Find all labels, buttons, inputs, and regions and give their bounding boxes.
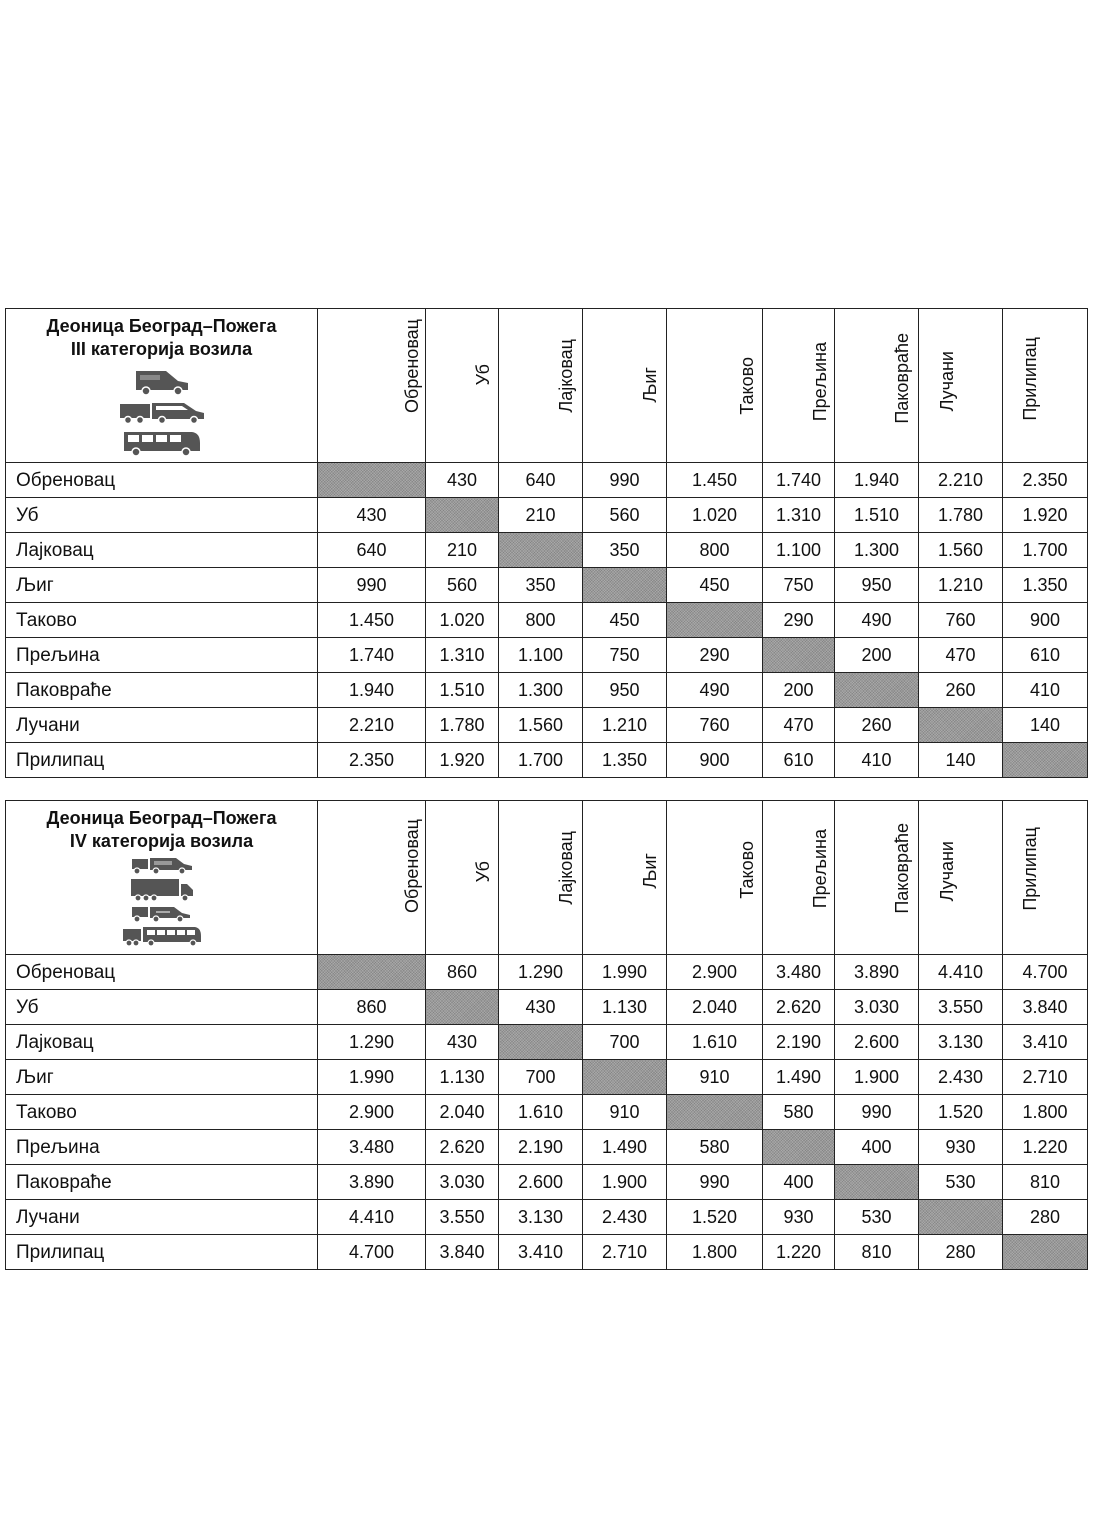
toll-price-cell: 530 (835, 1200, 919, 1235)
toll-price-cell: 280 (919, 1235, 1003, 1270)
minibus-icon (122, 429, 202, 457)
row-label: Уб (6, 990, 318, 1025)
toll-price-cell: 3.550 (426, 1200, 499, 1235)
table-title-route: Деоница Београд–Пожега (46, 316, 277, 336)
toll-price-cell: 2.900 (667, 955, 763, 990)
diagonal-empty-cell (1003, 1235, 1088, 1270)
diagonal-empty-cell (667, 603, 763, 638)
toll-price-cell: 1.900 (835, 1060, 919, 1095)
toll-price-cell: 1.780 (426, 708, 499, 743)
table-row (6, 708, 1088, 743)
toll-price-cell: 3.480 (318, 1130, 426, 1165)
table-row (6, 568, 1088, 603)
toll-price-cell: 490 (835, 603, 919, 638)
toll-price-cell: 760 (667, 708, 763, 743)
toll-price-cell: 700 (499, 1060, 583, 1095)
toll-price-cell: 1.740 (763, 463, 835, 498)
toll-price-cell: 450 (583, 603, 667, 638)
toll-price-cell: 430 (499, 990, 583, 1025)
toll-price-cell: 290 (763, 603, 835, 638)
toll-price-cell: 4.410 (318, 1200, 426, 1235)
row-label: Прилипац (6, 743, 318, 778)
toll-price-cell: 1.350 (1003, 568, 1088, 603)
toll-price-cell: 3.030 (426, 1165, 499, 1200)
toll-price-cell: 800 (499, 603, 583, 638)
toll-price-cell: 1.350 (583, 743, 667, 778)
toll-price-cell: 3.840 (426, 1235, 499, 1270)
row-label: Таково (6, 603, 318, 638)
diagonal-empty-cell (583, 1060, 667, 1095)
toll-price-cell: 1.520 (919, 1095, 1003, 1130)
toll-price-cell: 1.510 (426, 673, 499, 708)
toll-price-cell: 210 (499, 498, 583, 533)
toll-price-cell: 2.350 (318, 743, 426, 778)
diagonal-empty-cell (667, 1095, 763, 1130)
toll-price-cell: 1.450 (318, 603, 426, 638)
toll-price-cell: 610 (1003, 638, 1088, 673)
toll-price-cell: 1.700 (499, 743, 583, 778)
row-label: Љиг (6, 1060, 318, 1095)
toll-price-cell: 450 (667, 568, 763, 603)
table-title-category: III категорија возила (70, 339, 253, 359)
row-label: Лучани (6, 1200, 318, 1235)
diagonal-empty-cell (919, 1200, 1003, 1235)
toll-price-cell: 410 (1003, 673, 1088, 708)
diagonal-empty-cell (1003, 743, 1088, 778)
row-label: Лајковац (6, 533, 318, 568)
toll-price-cell: 990 (583, 463, 667, 498)
toll-price-cell: 290 (667, 638, 763, 673)
toll-price-cell: 200 (763, 673, 835, 708)
toll-price-cell: 3.890 (835, 955, 919, 990)
toll-price-cell: 800 (667, 533, 763, 568)
toll-price-cell: 560 (583, 498, 667, 533)
toll-price-cell: 1.210 (919, 568, 1003, 603)
toll-price-cell: 900 (1003, 603, 1088, 638)
toll-price-cell: 1.100 (499, 638, 583, 673)
toll-price-cell: 810 (835, 1235, 919, 1270)
row-label: Прилипац (6, 1235, 318, 1270)
toll-price-cell: 2.190 (763, 1025, 835, 1060)
toll-price-cell: 260 (835, 708, 919, 743)
toll-price-cell: 2.620 (763, 990, 835, 1025)
toll-price-cell: 490 (667, 673, 763, 708)
column-header-pakovrace: Паковраће (835, 309, 919, 463)
diagonal-empty-cell (835, 673, 919, 708)
toll-price-cell: 2.430 (919, 1060, 1003, 1095)
row-label: Љиг (6, 568, 318, 603)
toll-price-cell: 1.990 (583, 955, 667, 990)
toll-price-cell: 3.410 (499, 1235, 583, 1270)
toll-price-cell: 530 (919, 1165, 1003, 1200)
table-title-category: IV категорија возила (69, 831, 254, 851)
toll-price-cell: 900 (667, 743, 763, 778)
row-label: Прељина (6, 638, 318, 673)
truck-with-trailer-van-icon (130, 857, 194, 875)
toll-price-cell: 1.130 (583, 990, 667, 1025)
toll-price-cell: 210 (426, 533, 499, 568)
table-header (6, 801, 1088, 955)
toll-price-cell: 1.210 (583, 708, 667, 743)
table-title-route: Деоница Београд–Пожега (46, 808, 277, 828)
row-label: Лајковац (6, 1025, 318, 1060)
toll-price-cell: 1.510 (835, 498, 919, 533)
table-row (6, 1025, 1088, 1060)
toll-price-cell: 860 (426, 955, 499, 990)
toll-price-cell: 1.900 (583, 1165, 667, 1200)
row-label: Паковраће (6, 673, 318, 708)
table-row (6, 1095, 1088, 1130)
toll-price-cell: 2.620 (426, 1130, 499, 1165)
toll-price-cell: 1.310 (763, 498, 835, 533)
toll-price-cell: 930 (763, 1200, 835, 1235)
toll-price-cell: 1.520 (667, 1200, 763, 1235)
toll-price-cell: 1.560 (499, 708, 583, 743)
truck-with-trailer-small-icon (130, 905, 194, 923)
table-body (6, 955, 1088, 1270)
heavy-truck-icon (129, 878, 195, 902)
table-row (6, 533, 1088, 568)
table-title-cell (6, 801, 318, 955)
toll-price-cell: 2.710 (583, 1235, 667, 1270)
column-header-obrenovac: Обреновац (318, 801, 426, 955)
toll-price-cell: 3.130 (499, 1200, 583, 1235)
toll-price-cell: 1.780 (919, 498, 1003, 533)
toll-price-cell: 910 (667, 1060, 763, 1095)
toll-price-cell: 910 (583, 1095, 667, 1130)
row-label: Обреновац (6, 955, 318, 990)
toll-price-cell: 3.840 (1003, 990, 1088, 1025)
toll-price-cell: 470 (919, 638, 1003, 673)
table-row (6, 498, 1088, 533)
toll-price-cell: 350 (583, 533, 667, 568)
toll-price-cell: 990 (667, 1165, 763, 1200)
toll-price-cell: 1.310 (426, 638, 499, 673)
toll-price-cell: 2.210 (318, 708, 426, 743)
toll-price-cell: 1.940 (318, 673, 426, 708)
toll-price-cell: 610 (763, 743, 835, 778)
row-label: Таково (6, 1095, 318, 1130)
toll-price-cell: 1.450 (667, 463, 763, 498)
toll-price-cell: 430 (318, 498, 426, 533)
toll-price-cell: 990 (835, 1095, 919, 1130)
column-header-takovo: Таково (667, 801, 763, 955)
toll-price-cell: 1.020 (667, 498, 763, 533)
column-header-prilipac: Прилипац (1003, 309, 1088, 463)
column-header-preljina: Прељина (763, 801, 835, 955)
toll-price-cell: 4.700 (318, 1235, 426, 1270)
bus-with-trailer-icon (121, 926, 203, 948)
toll-price-cell: 750 (583, 638, 667, 673)
toll-price-cell: 1.940 (835, 463, 919, 498)
toll-price-cell: 2.430 (583, 1200, 667, 1235)
diagonal-empty-cell (919, 708, 1003, 743)
column-header-pakovrace: Паковраће (835, 801, 919, 955)
vehicle-icons (6, 369, 317, 457)
table-row (6, 673, 1088, 708)
toll-price-cell: 930 (919, 1130, 1003, 1165)
van-with-trailer-icon (118, 400, 206, 424)
column-header-prilipac: Прилипац (1003, 801, 1088, 955)
table-row (6, 1165, 1088, 1200)
toll-price-cell: 2.600 (835, 1025, 919, 1060)
table-row (6, 603, 1088, 638)
toll-price-cell: 140 (1003, 708, 1088, 743)
toll-price-cell: 2.210 (919, 463, 1003, 498)
column-header-lucani: Лучани (919, 309, 1003, 463)
toll-price-cell: 3.130 (919, 1025, 1003, 1060)
toll-price-cell: 1.560 (919, 533, 1003, 568)
toll-price-cell: 750 (763, 568, 835, 603)
toll-price-cell: 1.740 (318, 638, 426, 673)
diagonal-empty-cell (318, 463, 426, 498)
toll-price-cell: 260 (919, 673, 1003, 708)
column-header-lucani: Лучани (919, 801, 1003, 955)
toll-price-cell: 580 (667, 1130, 763, 1165)
table-title-cell (6, 309, 318, 463)
toll-price-cell: 3.550 (919, 990, 1003, 1025)
toll-price-cell: 860 (318, 990, 426, 1025)
toll-price-cell: 1.290 (499, 955, 583, 990)
toll-price-cell: 1.610 (667, 1025, 763, 1060)
toll-price-cell: 1.300 (835, 533, 919, 568)
toll-price-cell: 470 (763, 708, 835, 743)
toll-price-cell: 2.040 (667, 990, 763, 1025)
toll-price-cell: 1.610 (499, 1095, 583, 1130)
table-row (6, 743, 1088, 778)
toll-price-cell: 700 (583, 1025, 667, 1060)
table-row (6, 463, 1088, 498)
toll-price-cell: 140 (919, 743, 1003, 778)
column-header-obrenovac: Обреновац (318, 309, 426, 463)
diagonal-empty-cell (763, 1130, 835, 1165)
toll-price-cell: 400 (835, 1130, 919, 1165)
toll-price-cell: 1.130 (426, 1060, 499, 1095)
toll-price-cell: 430 (426, 1025, 499, 1060)
toll-price-cell: 4.410 (919, 955, 1003, 990)
toll-price-cell: 2.350 (1003, 463, 1088, 498)
column-header-lajkovac: Лајковац (499, 309, 583, 463)
toll-price-cell: 990 (318, 568, 426, 603)
toll-price-cell: 280 (1003, 1200, 1088, 1235)
toll-price-cell: 1.990 (318, 1060, 426, 1095)
toll-price-cell: 3.480 (763, 955, 835, 990)
toll-price-cell: 950 (835, 568, 919, 603)
toll-price-cell: 1.490 (583, 1130, 667, 1165)
table-header (6, 309, 1088, 463)
toll-price-cell: 1.920 (1003, 498, 1088, 533)
toll-table-category-iii (5, 308, 1088, 778)
table-row (6, 1235, 1088, 1270)
table-row (6, 1200, 1088, 1235)
toll-price-cell: 2.600 (499, 1165, 583, 1200)
toll-price-cell: 1.220 (1003, 1130, 1088, 1165)
toll-price-cell: 3.410 (1003, 1025, 1088, 1060)
toll-price-cell: 350 (499, 568, 583, 603)
column-header-ub: Уб (426, 801, 499, 955)
toll-price-cell: 1.800 (667, 1235, 763, 1270)
toll-price-cell: 1.020 (426, 603, 499, 638)
column-header-lajkovac: Лајковац (499, 801, 583, 955)
vehicle-icons (6, 857, 317, 948)
diagonal-empty-cell (426, 990, 499, 1025)
van-icon (132, 369, 192, 395)
toll-price-cell: 2.190 (499, 1130, 583, 1165)
table-row (6, 1060, 1088, 1095)
diagonal-empty-cell (318, 955, 426, 990)
toll-price-cell: 640 (318, 533, 426, 568)
column-header-ljig: Љиг (583, 309, 667, 463)
toll-price-cell: 760 (919, 603, 1003, 638)
toll-price-cell: 2.900 (318, 1095, 426, 1130)
diagonal-empty-cell (583, 568, 667, 603)
toll-price-cell: 2.710 (1003, 1060, 1088, 1095)
column-header-ub: Уб (426, 309, 499, 463)
toll-price-cell: 950 (583, 673, 667, 708)
toll-price-cell: 400 (763, 1165, 835, 1200)
row-label: Паковраће (6, 1165, 318, 1200)
toll-price-cell: 1.800 (1003, 1095, 1088, 1130)
diagonal-empty-cell (763, 638, 835, 673)
column-header-takovo: Таково (667, 309, 763, 463)
diagonal-empty-cell (499, 533, 583, 568)
toll-price-cell: 1.220 (763, 1235, 835, 1270)
table-row (6, 990, 1088, 1025)
toll-price-cell: 2.040 (426, 1095, 499, 1130)
diagonal-empty-cell (835, 1165, 919, 1200)
toll-price-cell: 1.920 (426, 743, 499, 778)
row-label: Уб (6, 498, 318, 533)
toll-price-cell: 1.100 (763, 533, 835, 568)
toll-price-cell: 410 (835, 743, 919, 778)
row-label: Лучани (6, 708, 318, 743)
table-row (6, 638, 1088, 673)
toll-price-cell: 810 (1003, 1165, 1088, 1200)
toll-price-cell: 3.030 (835, 990, 919, 1025)
row-label: Прељина (6, 1130, 318, 1165)
table-row (6, 955, 1088, 990)
toll-price-cell: 3.890 (318, 1165, 426, 1200)
toll-price-cell: 1.300 (499, 673, 583, 708)
diagonal-empty-cell (426, 498, 499, 533)
table-row (6, 1130, 1088, 1165)
toll-price-cell: 580 (763, 1095, 835, 1130)
toll-price-cell: 1.700 (1003, 533, 1088, 568)
column-header-ljig: Љиг (583, 801, 667, 955)
table-body (6, 463, 1088, 778)
toll-price-cell: 430 (426, 463, 499, 498)
toll-price-cell: 1.490 (763, 1060, 835, 1095)
toll-price-cell: 640 (499, 463, 583, 498)
diagonal-empty-cell (499, 1025, 583, 1060)
column-header-preljina: Прељина (763, 309, 835, 463)
toll-price-cell: 200 (835, 638, 919, 673)
toll-price-cell: 4.700 (1003, 955, 1088, 990)
row-label: Обреновац (6, 463, 318, 498)
toll-table-category-iv (5, 800, 1088, 1270)
toll-price-cell: 560 (426, 568, 499, 603)
toll-price-cell: 1.290 (318, 1025, 426, 1060)
